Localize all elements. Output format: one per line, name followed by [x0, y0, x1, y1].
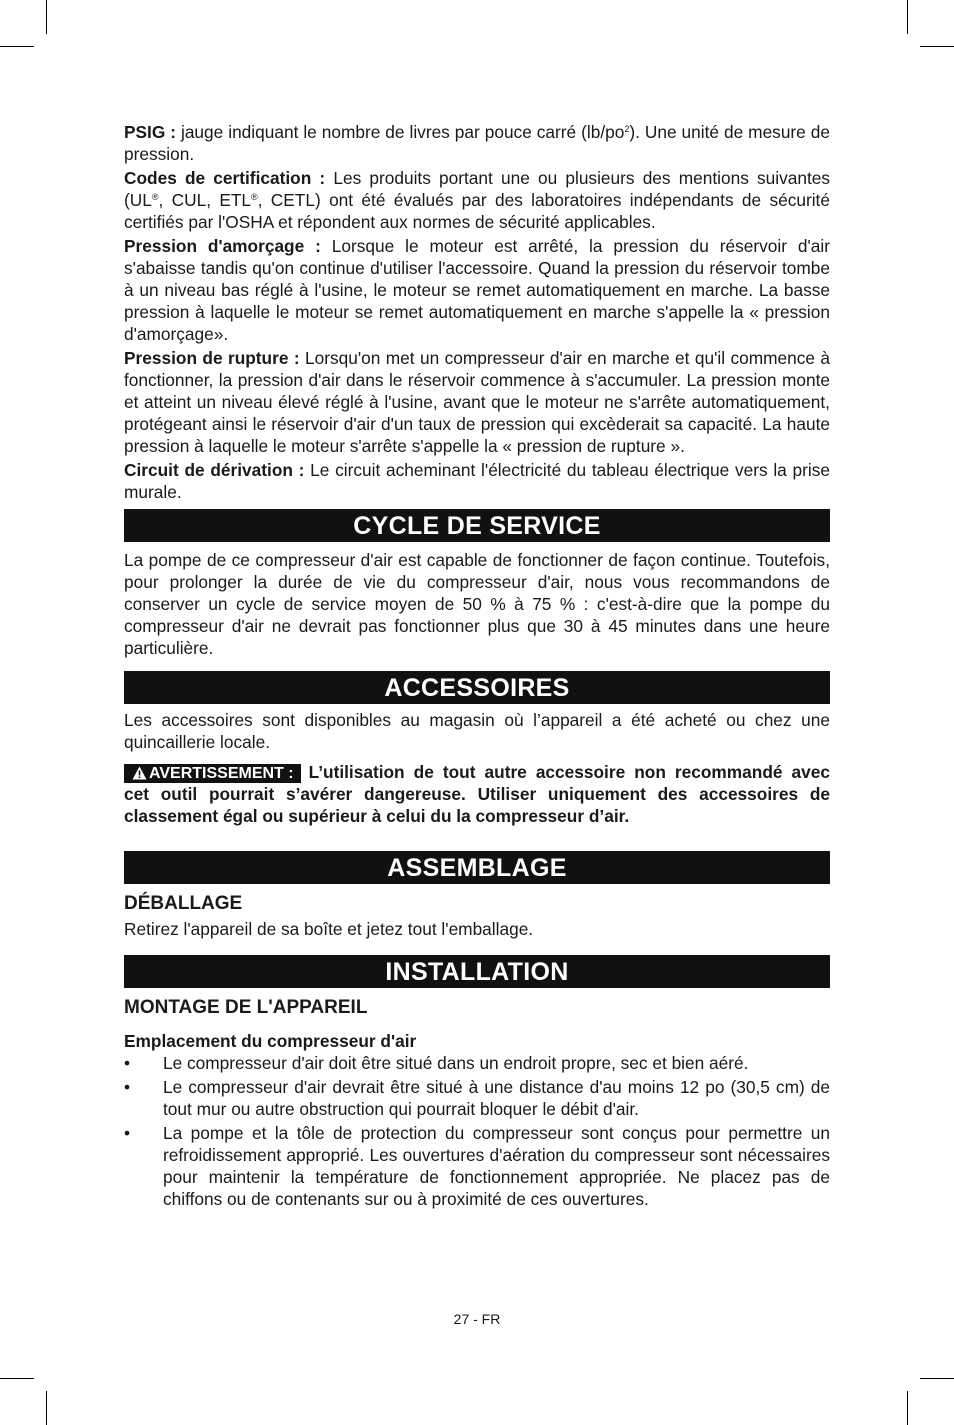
bullet-glyph: •	[124, 1123, 131, 1143]
warning-badge: AVERTISSEMENT :	[124, 764, 301, 783]
crop-mark-bottom-left-h	[0, 1378, 34, 1379]
crop-mark-top-left-h	[0, 46, 34, 47]
warning-paragraph: AVERTISSEMENT : L’utilisation de tout autre accessoire non recommandé avec cet outil pourrait s’avérer dangereuse. Utiliser uniquement des accessoires de classement égal ou supérieur à celui du la compresseur d’air.	[124, 762, 830, 826]
bullet-glyph: •	[124, 1053, 131, 1073]
crop-mark-bottom-right-h	[920, 1378, 954, 1379]
crop-mark-bottom-right-v	[907, 1391, 908, 1425]
crop-mark-top-right-h	[920, 46, 954, 47]
cycle-paragraph: La pompe de ce compresseur d'air est capable de fonctionner de façon continue. Toutefois, pour prolonger la durée de vie du compresseur d'air, nous vous recommandons de conserver un cycle de service moyen de 50 % à 75 % : c'est-à-dire que la pompe du compresseur d'air ne devrait pas fonctionner plus que 30 à 45 minutes dans une heure particulière.	[124, 550, 830, 658]
crop-mark-top-right-v	[907, 0, 908, 34]
minor-heading-emplacement: Emplacement du compresseur d'air	[124, 1031, 417, 1051]
section-heading-assemblage: ASSEMBLAGE	[124, 851, 830, 884]
subheading-deballage: DÉBALLAGE	[124, 893, 243, 914]
definition-codes: Codes de certification : Les produits portant une ou plusieurs des mentions suivantes (UL®, CUL, ETL®, CETL) ont été évalués par des laboratoires indépendants de sécurité certifiés par l'OSHA et répondent aux normes de sécurité applicables.	[124, 168, 831, 232]
section-heading-cycle: CYCLE DE SERVICE	[124, 509, 830, 542]
section-heading-accessoires: ACCESSOIRES	[124, 671, 830, 704]
warning-triangle-icon	[132, 766, 147, 780]
page-number: 27 - FR	[453, 1311, 501, 1327]
bullet-list	[124, 1052, 830, 1210]
definition-rupture: Pression de rupture : Lorsqu'on met un compresseur d'air en marche et qu'il commence à fonctionner, la pression d'air dans le réservoir commence à s'accumuler. La pression monte et atteint un niveau élevé réglé à l'usine, avant que le moteur ne s'arrête automatiquement, protégeant ainsi le réservoir d'air d'un taux de pression qui excèderait sa capacité. La haute pression à laquelle le moteur s'arrête s'appelle la « pression de rupture ».	[124, 348, 830, 456]
subheading-montage: MONTAGE DE L'APPAREIL	[124, 997, 368, 1018]
definition-psig: PSIG : jauge indiquant le nombre de livres par pouce carré $(lb/po^2)$. Une unité de mesure de pression.	[124, 122, 830, 164]
crop-mark-bottom-left-v	[46, 1391, 47, 1425]
assemblage-paragraph: Retirez l'appareil de sa boîte et jetez tout l'emballage.	[124, 919, 534, 939]
definition-term: PSIG :	[124, 122, 177, 142]
list-item: • Le compresseur d'air devrait être situé à une distance d'au moins 12 po (30,5 cm) de tout mur ou autre obstruction qui pourrait bloquer le débit d'air.	[124, 1077, 830, 1119]
bullet-glyph: •	[124, 1077, 131, 1097]
list-item: • Le compresseur d'air doit être situé dans un endroit propre, sec et bien aéré.	[124, 1053, 749, 1073]
definition-term: Pression d'amorçage :	[124, 236, 321, 256]
definition-term: Pression de rupture :	[124, 348, 300, 368]
list-item: • La pompe et la tôle de protection du compresseur sont conçus pour permettre un refroidissement approprié. Les ouvertures d'aération du compresseur sont nécessaires pour maintenir la température de fonctionnement appropriée. Ne placez pas de chiffons ou de contenants sur ou à proximité de ces ouvertures.	[124, 1123, 830, 1209]
accessoires-paragraph: Les accessoires sont disponibles au magasin où l’appareil a été acheté ou chez une quincaillerie locale.	[124, 710, 830, 752]
page-content	[124, 121, 830, 1212]
definition-derivation: Circuit de dérivation : Le circuit acheminant l'électricité du tableau électrique vers la prise murale.	[124, 460, 830, 502]
definition-term: Codes de certification :	[124, 168, 326, 188]
definition-amorcage: Pression d'amorçage : Lorsque le moteur est arrêté, la pression du réservoir d'air s'abaisse tandis qu'on continue d'utiliser l'accessoire. Quand la pression du réservoir tombe à un niveau bas réglé à l'usine, le moteur se remet automatiquement en marche. La basse pression à laquelle le moteur se remet automatiquement en marche s'appelle la « pression d'amorçage».	[124, 236, 830, 344]
definition-term: Circuit de dérivation :	[124, 460, 305, 480]
crop-mark-top-left-v	[46, 0, 47, 34]
section-heading-installation: INSTALLATION	[124, 955, 830, 988]
